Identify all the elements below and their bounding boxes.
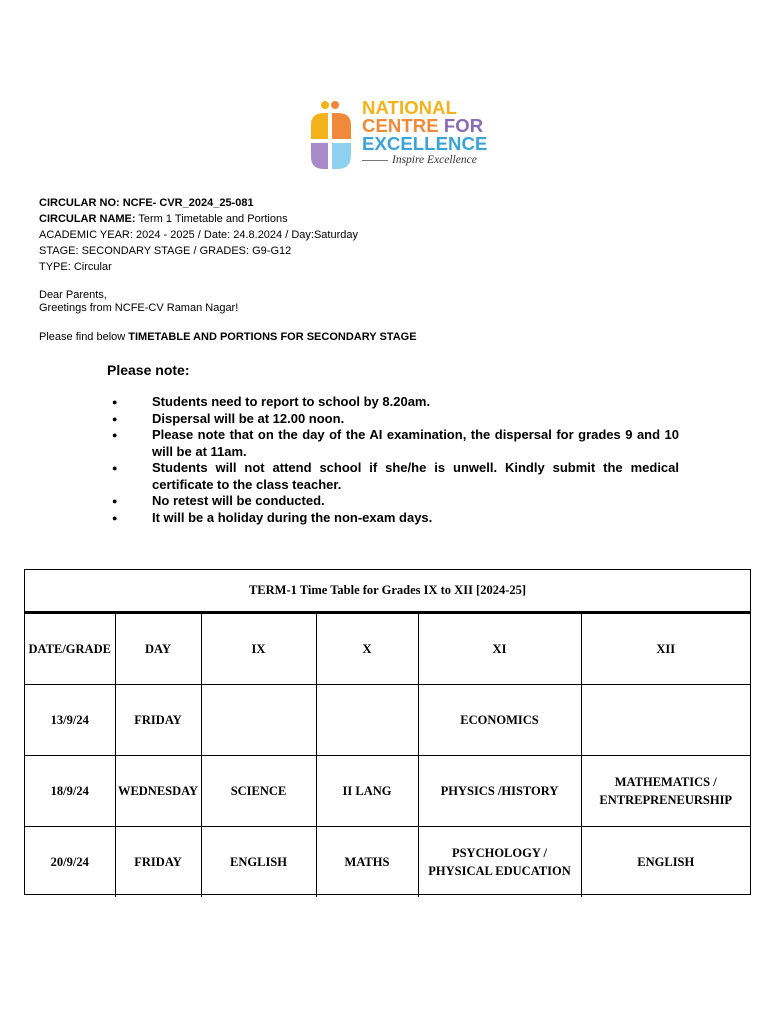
bullet-icon: ● <box>112 397 118 407</box>
table-cell: ECONOMICS <box>418 685 581 756</box>
table-cell: FRIDAY <box>115 685 201 756</box>
table-cell: MATHEMATICS / ENTREPRENEURSHIP <box>581 756 750 827</box>
table-cell <box>316 685 418 756</box>
academic-year-value: 2024 - 2025 / Date: 24.8.2024 / Day:Saturday <box>132 229 358 241</box>
circular-meta <box>39 195 358 275</box>
intro-line <box>39 331 417 343</box>
type-value: Circular <box>70 261 112 273</box>
table-cell <box>201 685 316 756</box>
table-cell: 20/9/24 <box>25 827 115 898</box>
timetable-grid <box>25 613 750 897</box>
bullet-icon: ● <box>112 430 118 440</box>
table-row <box>25 827 750 898</box>
type-row <box>39 259 358 275</box>
table-header-row <box>25 614 750 685</box>
bullet-icon: ● <box>112 463 118 473</box>
table-row <box>25 685 750 756</box>
circular-name-row <box>39 211 358 227</box>
academic-year-label: ACADEMIC YEAR: <box>39 229 133 241</box>
table-cell: PSYCHOLOGY / PHYSICAL EDUCATION <box>418 827 581 898</box>
table-cell: FRIDAY <box>115 827 201 898</box>
list-item <box>107 460 679 493</box>
list-item <box>107 394 679 411</box>
table-cell: 13/9/24 <box>25 685 115 756</box>
header-cell: XII <box>581 614 750 685</box>
logo-mark-icon <box>308 99 356 171</box>
table-cell: 18/9/24 <box>25 756 115 827</box>
table-cell: PHYSICS /HISTORY <box>418 756 581 827</box>
circular-name-value: Term 1 Timetable and Portions <box>135 213 288 225</box>
table-row <box>25 756 750 827</box>
circular-no-row <box>39 195 358 211</box>
bullet-icon: ● <box>112 512 118 523</box>
note-text: No retest will be conducted. <box>152 493 325 508</box>
timetable-title: TERM-1 Time Table for Grades IX to XII [2024-25] <box>25 570 750 613</box>
notes-title: Please note: <box>107 362 190 378</box>
list-item <box>107 427 679 460</box>
stage-label: STAGE: <box>39 245 79 257</box>
logo-tagline <box>362 154 487 166</box>
list-item <box>107 510 679 527</box>
academic-year-row <box>39 227 358 243</box>
note-text: Please note that on the day of the AI examination, the dispersal for grades 9 and 10 will be at 11am. <box>152 427 679 459</box>
table-cell: WEDNESDAY <box>115 756 201 827</box>
header-cell: DAY <box>115 614 201 685</box>
intro-bold: TIMETABLE AND PORTIONS FOR SECONDARY STAGE <box>128 331 417 343</box>
timetable <box>24 569 751 895</box>
logo-for-word: FOR <box>443 115 484 136</box>
table-cell <box>581 685 750 756</box>
circular-no-value: NCFE- CVR_2024_25-081 <box>119 197 254 209</box>
header-cell: XI <box>418 614 581 685</box>
logo-line-national: NATIONAL <box>362 97 457 118</box>
table-cell: ENGLISH <box>581 827 750 898</box>
table-cell: ENGLISH <box>201 827 316 898</box>
list-item <box>107 493 679 510</box>
bullet-icon: ● <box>112 413 118 424</box>
stage-row <box>39 243 358 259</box>
bullet-icon: ● <box>112 496 118 506</box>
table-cell: MATHS <box>316 827 418 898</box>
circular-no-label: CIRCULAR NO: <box>39 197 120 209</box>
header-cell: IX <box>201 614 316 685</box>
note-text: Dispersal will be at 12.00 noon. <box>152 410 345 426</box>
table-cell: II LANG <box>316 756 418 827</box>
school-logo <box>308 97 488 171</box>
logo-line-excellence: EXCELLENCE <box>362 133 488 154</box>
tagline-text: Inspire Excellence <box>392 154 477 166</box>
tagline-rule <box>362 160 388 161</box>
note-text: Students need to report to school by 8.20am. <box>152 394 431 409</box>
header-cell: X <box>316 614 418 685</box>
note-text: Students will not attend school if she/he is unwell. Kindly submit the medical certificate to the class teacher. <box>152 460 679 492</box>
greeting <box>39 289 238 315</box>
note-text: It will be a holiday during the non-exam days. <box>152 509 433 525</box>
logo-centre-word: CENTRE <box>362 115 444 136</box>
stage-value: SECONDARY STAGE / GRADES: G9-G12 <box>78 245 292 257</box>
list-item <box>107 411 679 428</box>
table-cell: SCIENCE <box>201 756 316 827</box>
notes-list <box>107 394 679 526</box>
type-label: TYPE: <box>39 261 71 273</box>
header-cell: DATE/GRADE <box>25 614 115 685</box>
circular-name-label: CIRCULAR NAME: <box>39 213 136 225</box>
intro-prefix: Please find below <box>39 331 129 343</box>
greeting-line: Greetings from NCFE-CV Raman Nagar! <box>39 302 239 314</box>
salutation: Dear Parents, <box>39 289 107 301</box>
